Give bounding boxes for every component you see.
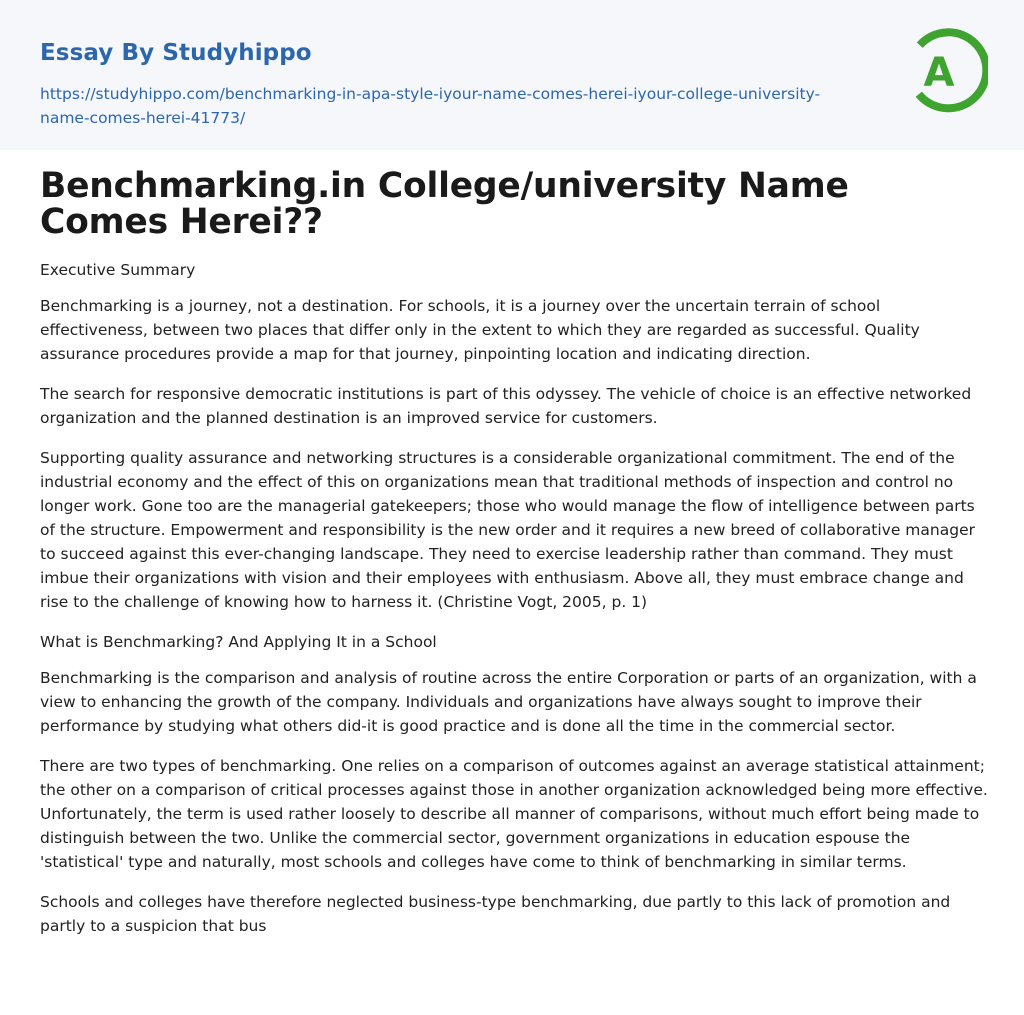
- logo-a-icon: [908, 28, 988, 116]
- studyhippo-logo[interactable]: [908, 28, 988, 116]
- paragraph: There are two types of benchmarking. One relies on a comparison of outcomes against an average statistical attainment; the other on a comparison of critical processes against those in another organization acknowledged being more effective. Unfortunately, the term is used rather loosely to describe all manner of comparisons, without much effort being made to distinguish between the two. Unlike the commercial sector, government organizations in education espouse the 'statistical' type and naturally, most schools and colleges have come to think of benchmarking in similar terms.: [40, 757, 988, 871]
- document-title: Benchmarking.in College/university Name Comes Herei??: [40, 166, 849, 242]
- section-heading-what-is-benchmarking: What is Benchmarking? And Applying It in a School: [40, 633, 437, 651]
- paragraph: The search for responsive democratic institutions is part of this odyssey. The vehicle of choice is an effective networked organization and the planned destination is an improved service for customers.: [40, 385, 972, 427]
- page-header: [0, 0, 1024, 150]
- source-url-link[interactable]: https://studyhippo.com/benchmarking-in-apa-style-iyour-name-comes-herei-iyour-college-university-name-comes-herei-41773/: [40, 85, 821, 127]
- paragraph: Supporting quality assurance and networking structures is a considerable organizational commitment. The end of the industrial economy and the effect of this on organizations mean that traditional methods of inspection and control no longer work. Gone too are the managerial gatekeepers; those who would manage the flow of intelligence between parts of the structure. Empowerment and responsibility is the new order and it requires a new breed of collaborative manager to succeed against this ever-changing landscape. They need to exercise leadership rather than command. They must imbue their organizations with vision and their employees with enthusiasm. Above all, they must embrace change and rise to the challenge of knowing how to harness it. (Christine Vogt, 2005, p. 1): [40, 449, 975, 611]
- paragraph: Benchmarking is the comparison and analysis of routine across the entire Corporation or parts of an organization, with a view to enhancing the growth of the company. Individuals and organizations have always sought to improve their performance by studying what others did-it is good practice and is done all the time in the commercial sector.: [40, 669, 977, 735]
- document-body: [40, 168, 988, 954]
- paragraph: Schools and colleges have therefore neglected business-type benchmarking, due partly to this lack of promotion and partly to a suspicion that bus: [40, 893, 951, 935]
- site-title[interactable]: Essay By Studyhippo: [40, 40, 312, 66]
- section-heading-executive-summary: Executive Summary: [40, 261, 196, 279]
- logo-letter: A: [923, 50, 955, 96]
- paragraph: Benchmarking is a journey, not a destination. For schools, it is a journey over the uncertain terrain of school effectiveness, between two places that differ only in the extent to which they are regarded as successful. Quality assurance procedures provide a map for that journey, pinpointing location and indicating direction.: [40, 297, 920, 363]
